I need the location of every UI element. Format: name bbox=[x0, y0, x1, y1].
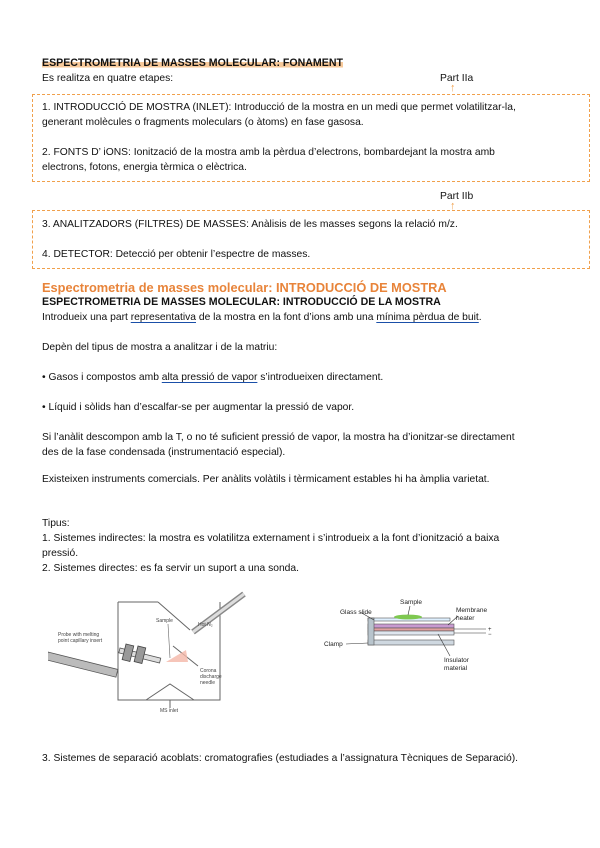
membrane-heater bbox=[368, 624, 454, 628]
step4: 4. DETECTOR: Detecció per obtenir l’espectre de masses. bbox=[42, 249, 311, 260]
probe-label-line2: point capillary insert bbox=[58, 638, 103, 644]
bullet-liquids: • Líquid i sòlids han d’escalfar-se per augmentar la pressió de vapor. bbox=[42, 402, 355, 413]
tipus-heading: Tipus: bbox=[42, 518, 70, 529]
probe-flange-1 bbox=[122, 644, 134, 661]
section2-p4: Existeixen instruments comercials. Per anàlits volàtils i tèrmicament estables hi ha àmplia varietat. bbox=[42, 474, 490, 485]
corona-label-line2: discharge bbox=[200, 674, 222, 680]
section1-title: ESPECTROMETRIA DE MASSES MOLECULAR: FONAMENT bbox=[42, 57, 343, 69]
clamp-bar bbox=[368, 640, 454, 645]
clamp-pointer bbox=[346, 643, 368, 644]
section2-p2: Depèn del tipus de mostra a analitzar i de la matriu: bbox=[42, 342, 278, 353]
probe-shaft bbox=[48, 652, 118, 677]
sample-label: Sample bbox=[400, 599, 423, 606]
svg-text:+: + bbox=[488, 627, 492, 633]
corona-label-line1: Corona bbox=[200, 668, 217, 674]
insulator-layer bbox=[368, 631, 454, 635]
sample-drop bbox=[394, 615, 422, 620]
ms-inlet-shape bbox=[146, 684, 194, 700]
clamp-label: Clamp bbox=[324, 641, 343, 648]
tipus-3: 3. Sistemes de separació acoblats: cromatografies (estudiades a l’assignatura Tècniques de Separació). bbox=[42, 753, 519, 764]
sample-pointer bbox=[168, 624, 170, 658]
spray-plume bbox=[166, 650, 188, 662]
bullet-gasos: • Gasos i compostos amb alta pressió de vapor s’introdueixen directament. bbox=[42, 372, 384, 383]
part-a-label: Part IIa bbox=[440, 73, 474, 84]
part-b-label: Part IIb bbox=[440, 191, 474, 202]
insulator-label-line2: material bbox=[444, 665, 468, 672]
step2-line2: electrons, fotons, energia tèrmica o elèctrica. bbox=[42, 162, 247, 173]
step1-line2: generant molècules o fragments moleculars (o àtoms) en fase gasosa. bbox=[42, 117, 364, 128]
section1-intro: Es realitza en quatre etapes: bbox=[42, 73, 174, 84]
clamp-left bbox=[368, 618, 374, 645]
probe-flange-2 bbox=[134, 646, 146, 663]
step2-line1: 2. FONTS D’ iONS: Ionització de la mostra amb la pèrdua d’electrons, bombardejant la mostra amb bbox=[42, 147, 495, 158]
sample-label: Sample bbox=[156, 618, 173, 624]
tipus-1-line1: 1. Sistemes indirectes: la mostra es volatilitza externament i s’introdueix a la font d’ionització a baixa bbox=[42, 533, 500, 544]
step1-line1: 1. INTRODUCCIÓ DE MOSTRA (INLET): Introducció de la mostra en un medi que permet volatilitzar-la, bbox=[42, 102, 516, 113]
part-b-arrow-icon: ↑ bbox=[450, 200, 456, 212]
tipus-2: 2. Sistemes directes: es fa servir un suport a una sonda. bbox=[42, 563, 299, 574]
section2-p1: Introdueix una part representativa de la mostra en la font d’ions amb una mínima pèrdua de buit. bbox=[42, 312, 482, 323]
enclosure-diagonal bbox=[158, 602, 190, 630]
membrane-label-line1: Membrane bbox=[456, 607, 488, 614]
glass-slide-label: Glass slide bbox=[340, 609, 372, 616]
section2-orange-title: Espectrometria de masses molecular: INTRODUCCIÓ DE MOSTRA bbox=[42, 280, 447, 295]
probe-label-line1: Probe with melting bbox=[58, 632, 100, 638]
section2-title: ESPECTROMETRIA DE MASSES MOLECULAR: INTRODUCCIÓ DE LA MOSTRA bbox=[42, 296, 441, 308]
probe-diagram bbox=[48, 588, 278, 713]
tipus-1-line2: pressió. bbox=[42, 548, 79, 559]
sample-pointer bbox=[408, 606, 410, 615]
insulator-label-line1: Insulator bbox=[444, 657, 469, 664]
membrane-diagram bbox=[318, 592, 508, 682]
heater-strip bbox=[368, 628, 454, 631]
ms-inlet-label: MS inlet bbox=[160, 708, 179, 713]
part-a-arrow-icon: ↑ bbox=[450, 82, 456, 94]
section2-p3-line2: des de la fase condensada (instrumentació especial). bbox=[42, 447, 286, 458]
step3: 3. ANALITZADORS (FILTRES) DE MASSES: Anàlisis de les masses segons la relació m/z. bbox=[42, 219, 458, 230]
svg-text:−: − bbox=[488, 632, 492, 638]
section2-p3-line1: Si l’anàlit descompon amb la T, o no té suficient pressió de vapor, la mostra ha d’ionitzar-se directament bbox=[42, 432, 515, 443]
hot-gas-label: Hot N₂ bbox=[198, 622, 213, 628]
membrane-label-line2: heater bbox=[456, 615, 475, 622]
corona-label-line3: needle bbox=[200, 680, 216, 686]
